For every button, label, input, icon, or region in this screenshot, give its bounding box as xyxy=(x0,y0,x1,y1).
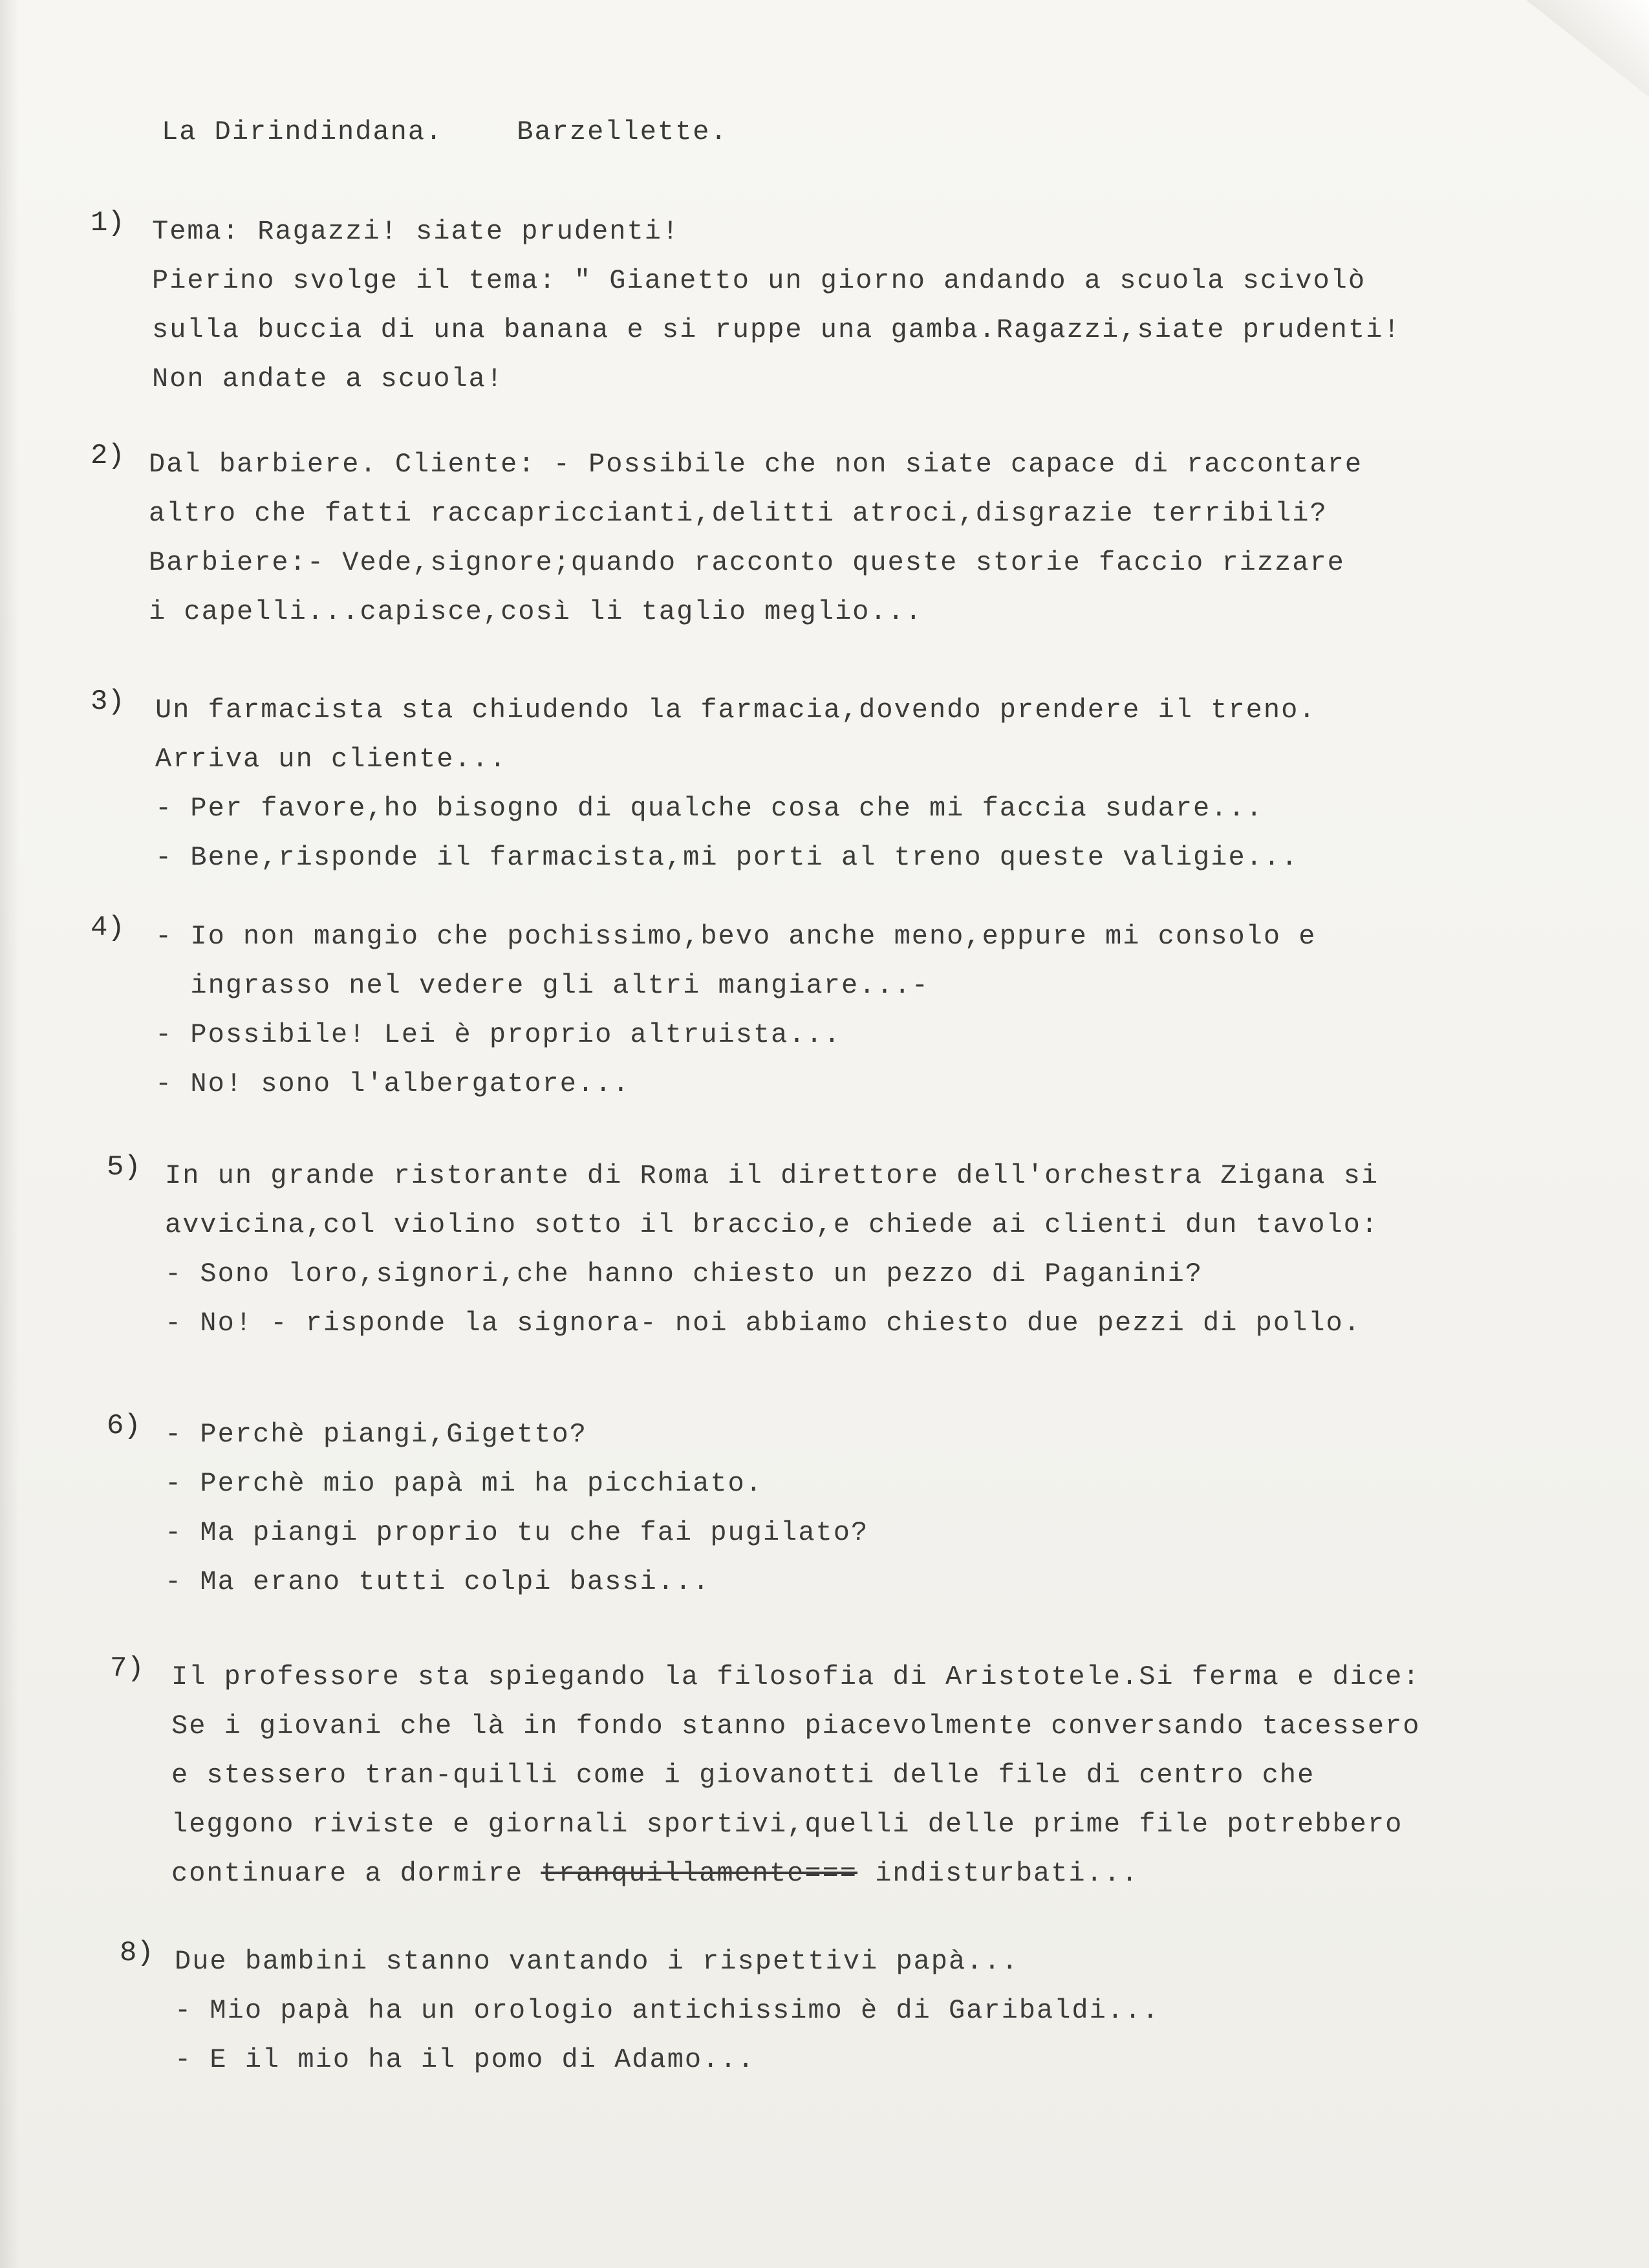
joke-line: leggono riviste e giornali sportivi,quelli delle prime file potrebbero xyxy=(171,1809,1403,1840)
joke-line: altro che fatti raccapriccianti,delitti atroci,disgrazie terribili? xyxy=(149,498,1328,529)
joke-line: - Possibile! Lei è proprio altruista... xyxy=(155,1019,841,1050)
joke-number: 2) xyxy=(91,440,125,472)
struck-out-text: tranquillamente=== xyxy=(541,1858,857,1889)
line-text-before: continuare a dormire xyxy=(171,1858,541,1889)
joke-line: Se i giovani che là in fondo stanno piacevolmente conversando tacessero xyxy=(171,1711,1421,1742)
joke-line: sulla buccia di una banana e si ruppe una gamba.Ragazzi,siate prudenti! xyxy=(152,314,1401,345)
joke-line: avvicina,col violino sotto il braccio,e chiede ai clienti dun tavolo: xyxy=(165,1209,1379,1240)
joke-number: 7) xyxy=(110,1652,144,1685)
joke-line: Un farmacista sta chiudendo la farmacia,dovendo prendere il treno. xyxy=(155,695,1317,726)
page-header xyxy=(162,116,728,147)
joke-line-with-strikeout xyxy=(171,1849,1421,1898)
joke-number: 8) xyxy=(120,1937,154,1969)
joke-line: - Perchè mio papà mi ha picchiato. xyxy=(165,1468,763,1499)
joke-line: Arriva un cliente... xyxy=(155,744,508,775)
page-edge-shadow xyxy=(0,0,19,2268)
joke-line: In un grande ristorante di Roma il direttore dell'orchestra Zigana si xyxy=(165,1160,1379,1191)
joke-number: 3) xyxy=(91,686,125,718)
page-title: La Dirindindana. xyxy=(162,116,444,147)
line-text-after: indisturbati... xyxy=(857,1858,1139,1889)
joke-number: 5) xyxy=(107,1151,141,1183)
joke-line: - No! - risponde la signora- noi abbiamo chiesto due pezzi di pollo. xyxy=(165,1308,1361,1339)
joke-line: Non andate a scuola! xyxy=(152,363,504,394)
joke-line: - Perchè piangi,Gigetto? xyxy=(165,1419,587,1450)
page-subtitle: Barzellette. xyxy=(517,116,728,147)
joke-line: - Ma erano tutti colpi bassi... xyxy=(165,1566,711,1597)
joke-number: 4) xyxy=(91,912,125,944)
joke-line: Pierino svolge il tema: " Gianetto un giorno andando a scuola scivolò xyxy=(152,265,1366,296)
joke-line: - Per favore,ho bisogno di qualche cosa che mi faccia sudare... xyxy=(155,793,1264,824)
joke-line: Dal barbiere. Cliente: - Possibile che non siate capace di raccontare xyxy=(149,449,1363,480)
joke-line: - E il mio ha il pomo di Adamo... xyxy=(175,2044,755,2075)
joke-number: 1) xyxy=(91,207,125,239)
joke-line: - No! sono l'albergatore... xyxy=(155,1068,630,1099)
joke-line: Barbiere:- Vede,signore;quando racconto queste storie faccio rizzare xyxy=(149,547,1345,578)
joke-line: e stessero tran-quilli come i giovanotti delle file di centro che xyxy=(171,1760,1315,1791)
joke-line: i capelli...capisce,così li taglio meglio... xyxy=(149,596,923,627)
joke-line: - Sono loro,signori,che hanno chiesto un pezzo di Paganini? xyxy=(165,1258,1203,1290)
joke-line: Il professore sta spiegando la filosofia di Aristotele.Si ferma e dice: xyxy=(171,1661,1421,1692)
joke-line: - Io non mangio che pochissimo,bevo anche meno,eppure mi consolo e xyxy=(155,921,1317,952)
joke-number: 6) xyxy=(107,1410,141,1442)
folded-corner xyxy=(1526,0,1649,97)
joke-line: - Bene,risponde il farmacista,mi porti al treno queste valigie... xyxy=(155,842,1299,873)
joke-line: Tema: Ragazzi! siate prudenti! xyxy=(152,216,680,247)
joke-line: - Ma piangi proprio tu che fai pugilato? xyxy=(165,1517,869,1548)
joke-line: ingrasso nel vedere gli altri mangiare...- xyxy=(155,970,929,1001)
joke-line: Due bambini stanno vantando i rispettivi papà... xyxy=(175,1946,1019,1977)
joke-line: - Mio papà ha un orologio antichissimo è di Garibaldi... xyxy=(175,1995,1160,2026)
